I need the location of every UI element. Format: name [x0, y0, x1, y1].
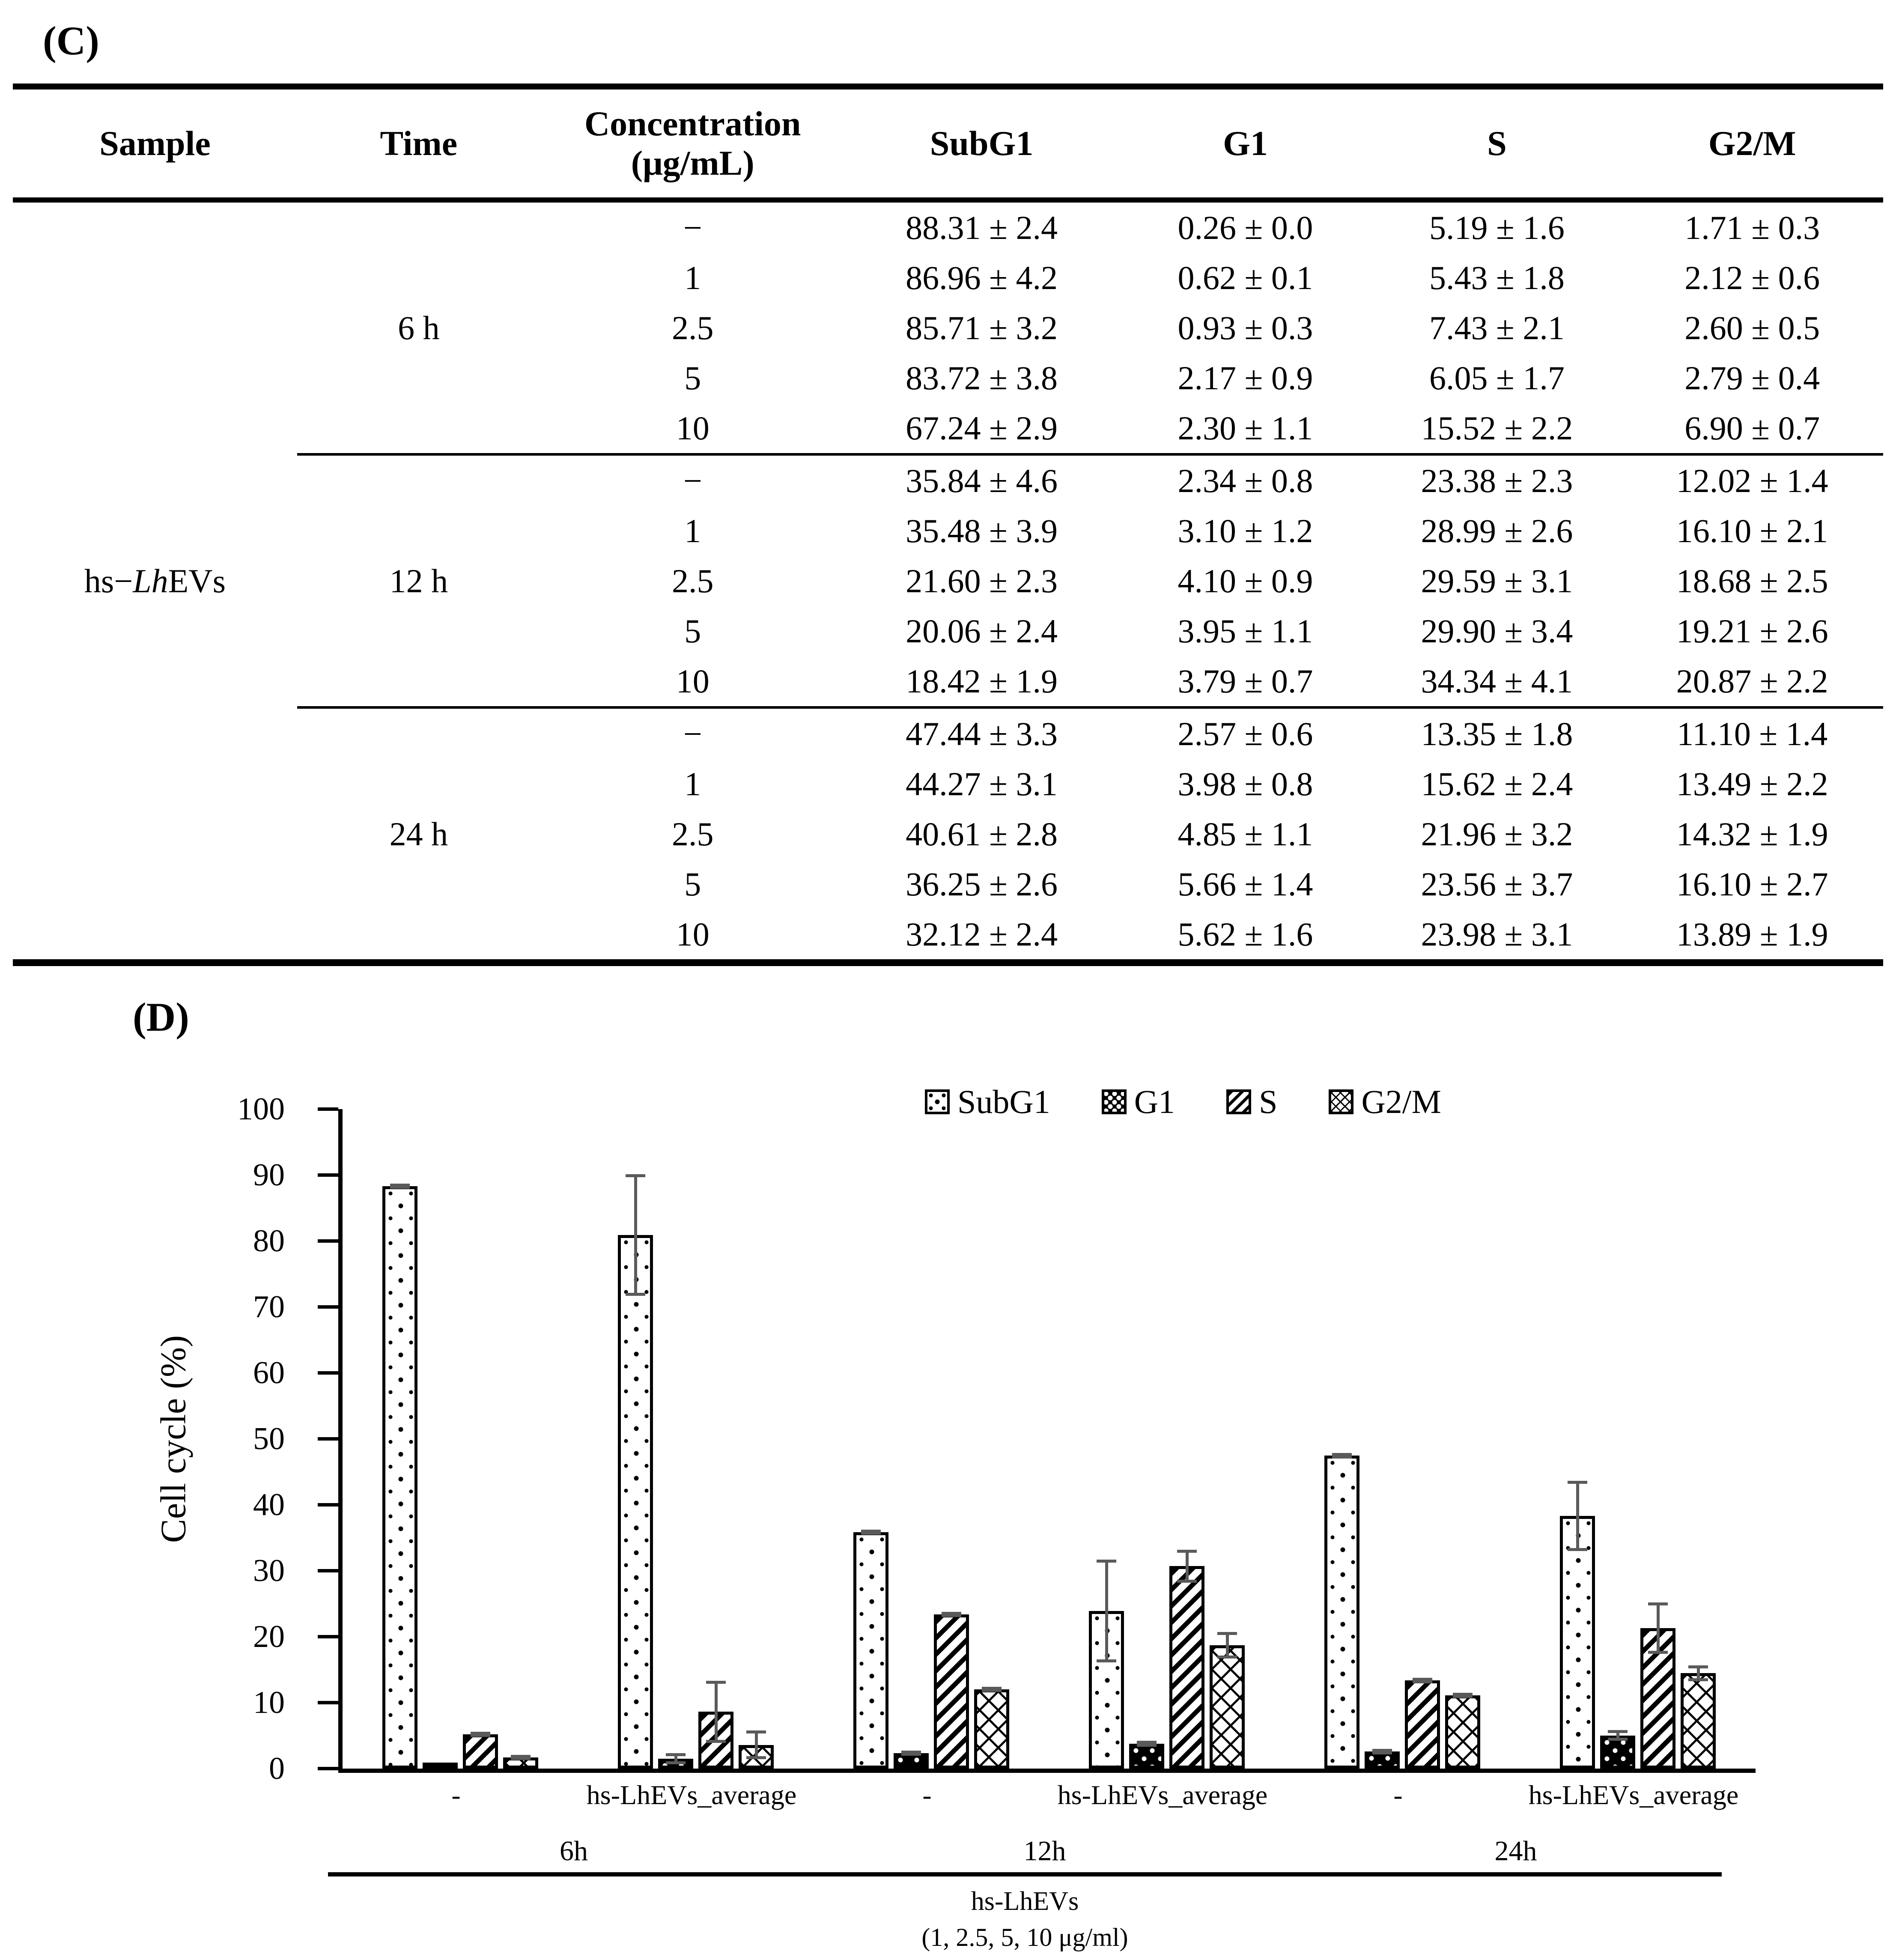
bar-slot — [1169, 1109, 1204, 1769]
cell-s: 34.34 ± 4.1 — [1372, 656, 1621, 707]
error-bar-cap — [1097, 1659, 1116, 1662]
error-bar-cap — [1608, 1738, 1628, 1741]
error-bar-stem — [715, 1681, 718, 1743]
cell-g1: 0.93 ± 0.3 — [1178, 309, 1313, 346]
legend-swatch-g2m-icon — [1329, 1089, 1353, 1114]
y-tick-mark — [318, 1701, 338, 1704]
error-bar-cap — [1453, 1695, 1473, 1698]
y-tick-label: 20 — [253, 1619, 285, 1654]
cell-g2m: 16.10 ± 2.1 — [1676, 512, 1828, 549]
error-bar-cap — [1568, 1548, 1587, 1551]
table-header-row — [13, 87, 1883, 200]
time-label-12h: 12h — [1023, 1835, 1066, 1867]
cell-g1: 3.79 ± 0.7 — [1118, 656, 1372, 707]
cell-g1: 0.26 ± 0.0 — [1178, 209, 1313, 246]
legend-swatch-subg1-icon — [925, 1089, 950, 1114]
cell-g2m: 14.32 ± 1.9 — [1676, 815, 1828, 853]
cell-g2m: 12.02 ± 1.4 — [1676, 462, 1828, 499]
error-bar-cap — [390, 1186, 410, 1189]
legend-item-g1 — [1102, 1083, 1175, 1121]
bar-g2m-group6 — [1681, 1673, 1716, 1769]
bar-g1-group4 — [1129, 1744, 1164, 1769]
bar-slot — [1681, 1109, 1716, 1769]
sample-suffix: EVs — [168, 562, 226, 600]
error-bar-cap — [1688, 1678, 1708, 1681]
y-tick-mark — [318, 1173, 338, 1177]
cell-g2m: 16.10 ± 2.7 — [1676, 865, 1828, 903]
y-tick-mark — [318, 1239, 338, 1243]
time-label-6h: 6h — [560, 1835, 588, 1867]
error-bar — [1097, 1560, 1116, 1662]
y-tick-mark — [318, 1305, 338, 1309]
y-tick-label: 60 — [253, 1355, 285, 1390]
sample-italic: Lh — [133, 562, 168, 600]
bar-s-group1 — [463, 1734, 498, 1769]
error-bar — [942, 1612, 961, 1617]
cell-s: 7.43 ± 2.1 — [1429, 309, 1565, 346]
cell-g2m: 19.21 ± 2.6 — [1676, 612, 1828, 650]
cell-g1: 0.62 ± 0.1 — [1178, 259, 1313, 296]
x-axis-title-line1: hs-LhEVs — [971, 1887, 1079, 1916]
cell-conc: 10 — [540, 656, 845, 707]
y-tick-label: 40 — [253, 1487, 285, 1522]
cell-subg1: 83.72 ± 3.8 — [906, 359, 1058, 397]
cell-g2m: 18.68 ± 2.5 — [1676, 562, 1828, 600]
y-tick-label: 10 — [253, 1685, 285, 1720]
legend-swatch-g1-icon — [1102, 1089, 1127, 1114]
error-bar — [746, 1730, 766, 1760]
error-bar-cap — [626, 1293, 645, 1296]
cell-conc: 5 — [684, 612, 701, 650]
cell-s: 15.52 ± 2.2 — [1372, 403, 1621, 454]
bar-g1-group1 — [423, 1763, 458, 1769]
error-bar-stem — [755, 1730, 758, 1760]
cell-conc: − — [683, 715, 702, 752]
cell-g1: 2.17 ± 0.9 — [1178, 359, 1313, 397]
sample-prefix: hs− — [84, 562, 133, 600]
cell-s: 5.43 ± 1.8 — [1429, 259, 1565, 296]
error-bar-stem — [1657, 1602, 1660, 1654]
y-axis-title: Cell cycle (%) — [153, 1335, 194, 1543]
category-label: hs-LhEVs_average — [1528, 1780, 1739, 1810]
legend-item-subg1 — [925, 1083, 1050, 1121]
y-tick-label: 30 — [253, 1553, 285, 1588]
cell-conc: 5 — [684, 865, 701, 903]
cell-subg1: 67.24 ± 2.9 — [845, 403, 1118, 454]
category-axis-labels — [338, 1779, 1751, 1811]
bar-g2m-group5 — [1445, 1695, 1480, 1769]
bar-subg1-group1 — [382, 1186, 417, 1769]
cell-conc: 5 — [684, 359, 701, 397]
cell-g2m: 2.79 ± 0.4 — [1684, 359, 1820, 397]
bar-slot — [1324, 1109, 1359, 1769]
error-bar — [901, 1751, 921, 1756]
cell-subg1: 44.27 ± 3.1 — [906, 765, 1058, 802]
cell-g2m: 2.12 ± 0.6 — [1684, 259, 1820, 296]
cell-g1: 3.95 ± 1.1 — [1178, 612, 1313, 650]
error-bar-cap — [901, 1753, 921, 1756]
legend-label-s: S — [1259, 1083, 1278, 1120]
error-bar — [1217, 1632, 1237, 1659]
cell-s: 23.56 ± 3.7 — [1421, 865, 1573, 903]
legend-item-g2m — [1329, 1083, 1441, 1121]
legend-swatch-s-icon — [1226, 1089, 1251, 1114]
error-bar-stem — [634, 1174, 637, 1295]
bar-slot — [618, 1109, 653, 1769]
cell-subg1: 21.60 ± 2.3 — [906, 562, 1058, 600]
bar-s-group4 — [1169, 1566, 1204, 1769]
y-tick-label: 80 — [253, 1223, 285, 1259]
cell-g2m: 6.90 ± 0.7 — [1621, 403, 1883, 454]
cell-s: 28.99 ± 2.6 — [1421, 512, 1573, 549]
cell-conc: 1 — [684, 512, 701, 549]
cell-subg1: 40.61 ± 2.8 — [906, 815, 1058, 853]
error-bar — [626, 1174, 645, 1295]
y-axis-ticks — [0, 1092, 338, 1786]
error-bar-stem — [1226, 1632, 1229, 1659]
table-row — [13, 200, 1883, 253]
y-tick-label: 70 — [253, 1289, 285, 1325]
bar-slot — [1089, 1109, 1124, 1769]
bar-slot — [658, 1109, 693, 1769]
header-time: Time — [297, 87, 540, 200]
y-tick-mark — [318, 1569, 338, 1572]
error-bar — [1137, 1741, 1157, 1747]
chart-legend — [925, 1083, 1441, 1121]
header-concentration-line2: (μg/mL) — [631, 143, 754, 182]
cell-g1: 4.85 ± 1.1 — [1178, 815, 1313, 853]
error-bar-cap — [666, 1761, 686, 1764]
cell-s: 23.98 ± 3.1 — [1421, 915, 1573, 953]
bar-slot — [853, 1109, 888, 1769]
bar-slot — [974, 1109, 1009, 1769]
cell-conc: 10 — [540, 403, 845, 454]
bar-slot — [894, 1109, 929, 1769]
bar-group-12h-control — [853, 1109, 1009, 1769]
cell-cycle-bar-chart — [0, 1049, 1896, 1960]
error-bar — [982, 1687, 1002, 1692]
bar-slot — [1640, 1109, 1675, 1769]
bar-s-group5 — [1405, 1680, 1440, 1769]
cell-s: 29.59 ± 3.1 — [1421, 562, 1573, 600]
error-bar — [666, 1753, 686, 1764]
time-cell-6h: 6 h — [297, 200, 540, 454]
bar-group-24h-control — [1324, 1109, 1480, 1769]
cell-g2m: 11.10 ± 1.4 — [1677, 715, 1828, 752]
time-label-24h: 24h — [1494, 1835, 1537, 1867]
legend-label-g2m: G2/M — [1361, 1083, 1441, 1120]
bar-group-24h-average — [1560, 1109, 1716, 1769]
plot-area — [338, 1109, 1756, 1773]
error-bar — [1372, 1749, 1392, 1754]
error-bar — [1648, 1602, 1668, 1654]
time-axis-labels — [338, 1835, 1751, 1868]
cell-subg1: 35.48 ± 3.9 — [906, 512, 1058, 549]
header-concentration-line1: Concentration — [584, 104, 801, 143]
bar-group-6h-average — [618, 1109, 774, 1769]
error-bar — [511, 1755, 531, 1760]
bar-slot — [1445, 1109, 1480, 1769]
error-bar — [1608, 1730, 1628, 1741]
bar-slot — [698, 1109, 733, 1769]
bar-slot — [739, 1109, 774, 1769]
cell-cycle-table — [13, 84, 1883, 966]
error-bar-cap — [511, 1757, 531, 1760]
header-g2m: G2/M — [1621, 87, 1883, 200]
cell-g2m: 20.87 ± 2.2 — [1621, 656, 1883, 707]
error-bar — [1453, 1693, 1473, 1698]
bar-subg1-group2 — [618, 1235, 653, 1769]
category-label: - — [451, 1780, 461, 1810]
error-bar-cap — [982, 1689, 1002, 1692]
error-bar-cap — [471, 1734, 490, 1737]
panel-c-label: (C) — [43, 18, 99, 63]
bar-slot — [1560, 1109, 1595, 1769]
category-label: - — [922, 1780, 932, 1810]
cell-g2m: 13.49 ± 2.2 — [1676, 765, 1828, 802]
cell-conc: 2.5 — [671, 815, 714, 853]
y-tick-label: 50 — [253, 1421, 285, 1456]
cell-g1: 5.62 ± 1.6 — [1178, 915, 1313, 953]
cell-g1: 5.66 ± 1.4 — [1178, 865, 1313, 903]
cell-subg1: 35.84 ± 4.6 — [906, 462, 1058, 499]
y-tick-label: 100 — [237, 1092, 285, 1127]
header-sample: Sample — [13, 87, 297, 200]
bar-subg1-group5 — [1324, 1456, 1359, 1769]
cell-conc: 2.5 — [671, 562, 714, 600]
cell-s: 5.19 ± 1.6 — [1429, 209, 1565, 246]
category-label: hs-LhEVs_average — [1057, 1780, 1268, 1810]
cell-s: 21.96 ± 3.2 — [1421, 815, 1573, 853]
error-bar-cap — [1332, 1456, 1352, 1459]
y-tick-label: 0 — [269, 1751, 285, 1786]
time-cell-12h: 12 h — [297, 454, 540, 707]
header-concentration — [540, 87, 845, 200]
header-g1: G1 — [1118, 87, 1372, 200]
error-bar-cap — [1372, 1751, 1392, 1754]
panel-d-label: (D) — [133, 994, 189, 1040]
cell-subg1: 86.96 ± 4.2 — [906, 259, 1058, 296]
error-bar — [471, 1732, 490, 1737]
bar-group-6h-control — [382, 1109, 538, 1769]
bar-slot — [463, 1109, 498, 1769]
error-bar-cap — [942, 1614, 961, 1617]
category-label: - — [1393, 1780, 1403, 1810]
bar-slot — [423, 1109, 458, 1769]
cell-s: 13.35 ± 1.8 — [1421, 715, 1573, 752]
error-bar — [1413, 1678, 1432, 1683]
cell-g2m: 1.71 ± 0.3 — [1684, 209, 1820, 246]
error-bar-cap — [1648, 1651, 1668, 1654]
error-bar-stem — [1576, 1481, 1579, 1551]
cell-g2m: 13.89 ± 1.9 — [1676, 915, 1828, 953]
cell-conc: 2.5 — [671, 309, 714, 346]
cell-g2m: 2.60 ± 0.5 — [1684, 309, 1820, 346]
error-bar-stem — [1105, 1560, 1108, 1662]
bar-g2m-group3 — [974, 1689, 1009, 1769]
cell-s: 23.38 ± 2.3 — [1421, 462, 1573, 499]
cell-conc: − — [683, 209, 702, 246]
bar-s-group3 — [934, 1614, 969, 1769]
bar-slot — [382, 1109, 417, 1769]
cell-subg1: 36.25 ± 2.6 — [906, 865, 1058, 903]
cell-subg1: 85.71 ± 3.2 — [906, 309, 1058, 346]
bar-slot — [934, 1109, 969, 1769]
header-subg1: SubG1 — [845, 87, 1118, 200]
legend-label-g1: G1 — [1134, 1083, 1175, 1120]
cell-conc: 1 — [684, 259, 701, 296]
cell-g1: 2.34 ± 0.8 — [1178, 462, 1313, 499]
bar-slot — [1600, 1109, 1635, 1769]
error-bar-cap — [1137, 1744, 1157, 1747]
cell-s: 6.05 ± 1.7 — [1429, 359, 1565, 397]
error-bar-cap — [861, 1532, 881, 1535]
legend-label-subg1: SubG1 — [957, 1083, 1050, 1120]
y-tick-mark — [318, 1107, 338, 1111]
bar-slot — [503, 1109, 538, 1769]
error-bar — [1332, 1453, 1352, 1458]
cell-s: 29.90 ± 3.4 — [1421, 612, 1573, 650]
bar-g2m-group4 — [1210, 1645, 1245, 1769]
cell-subg1: 20.06 ± 2.4 — [906, 612, 1058, 650]
bar-slot — [1405, 1109, 1440, 1769]
error-bar-cap — [1217, 1656, 1237, 1659]
bar-slot — [1365, 1109, 1400, 1769]
bar-subg1-group6 — [1560, 1516, 1595, 1769]
error-bar — [706, 1681, 726, 1743]
cell-subg1: 47.44 ± 3.3 — [906, 715, 1058, 752]
category-label: hs-LhEVs_average — [586, 1780, 797, 1810]
y-tick-mark — [318, 1437, 338, 1441]
bar-group-12h-average — [1089, 1109, 1245, 1769]
error-bar — [861, 1530, 881, 1535]
x-axis-title-line2: (1, 2.5, 5, 10 μg/ml) — [921, 1923, 1128, 1951]
bar-subg1-group3 — [853, 1532, 888, 1769]
error-bar-cap — [1177, 1580, 1197, 1583]
y-tick-label: 90 — [253, 1158, 285, 1193]
cell-g1: 3.98 ± 0.8 — [1178, 765, 1313, 802]
error-bar — [1688, 1665, 1708, 1681]
error-bar — [390, 1184, 410, 1189]
cell-subg1: 18.42 ± 1.9 — [845, 656, 1118, 707]
y-tick-mark — [318, 1503, 338, 1507]
bar-slot — [1210, 1109, 1245, 1769]
y-tick-mark — [318, 1767, 338, 1770]
error-bar-cap — [1413, 1680, 1432, 1683]
cell-g1: 2.57 ± 0.6 — [1178, 715, 1313, 752]
y-tick-mark — [318, 1371, 338, 1375]
cell-conc: − — [683, 462, 702, 499]
error-bar — [1177, 1550, 1197, 1583]
error-bar-cap — [746, 1756, 766, 1759]
cell-s: 15.62 ± 2.4 — [1421, 765, 1573, 802]
cell-subg1: 32.12 ± 2.4 — [906, 915, 1058, 953]
cell-subg1: 88.31 ± 2.4 — [906, 209, 1058, 246]
cell-g1: 3.10 ± 1.2 — [1178, 512, 1313, 549]
header-s: S — [1372, 87, 1621, 200]
error-bar-stem — [1186, 1550, 1189, 1583]
cell-g1: 2.30 ± 1.1 — [1118, 403, 1372, 454]
cell-conc: 10 — [676, 915, 710, 953]
legend-item-s — [1226, 1083, 1277, 1121]
sample-cell — [13, 200, 297, 963]
bar-slot — [1129, 1109, 1164, 1769]
cell-g1: 4.10 ± 0.9 — [1178, 562, 1313, 600]
time-cell-24h: 24 h — [389, 815, 448, 853]
error-bar-cap — [706, 1740, 726, 1743]
cell-conc: 1 — [684, 765, 701, 802]
x-axis-group-separator — [328, 1872, 1722, 1876]
y-tick-mark — [318, 1635, 338, 1638]
error-bar — [1568, 1481, 1587, 1551]
